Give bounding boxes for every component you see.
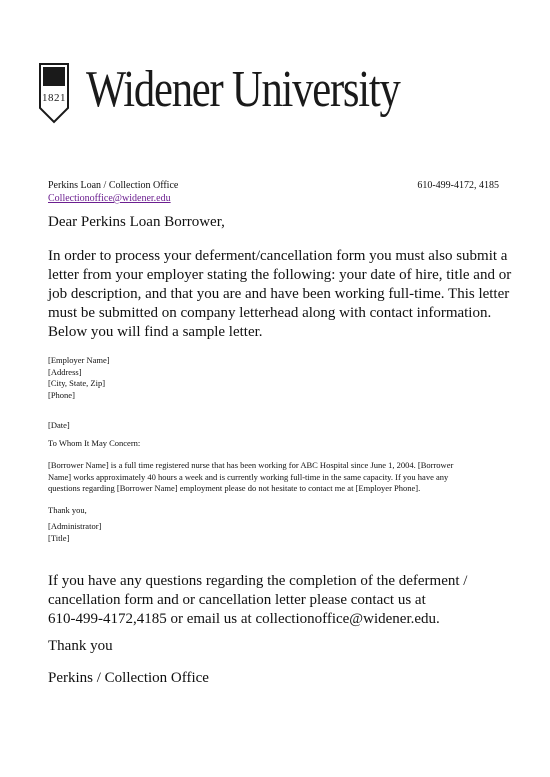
intro-line: Below you will find a sample letter. [48,324,263,340]
employer-line: [Employer Name] [48,355,110,365]
office-header [48,180,499,191]
sample-employer-block [48,355,498,401]
sample-signature [48,521,498,544]
employer-line: [City, State, Zip] [48,378,106,388]
signature-line: [Title] [48,532,70,543]
sample-date: [Date] [48,420,70,430]
closing-line: 610-499-4172,4185 or email us at collectionoffice@widener.edu. [48,611,440,627]
intro-line: letter from your employer stating the following: your date of hire, title and or [48,267,512,283]
signature-line: [Administrator] [48,521,102,531]
sample-greeting: To Whom It May Concern: [48,438,141,448]
intro-line: job description, and that you are and have been working full-time. This letter [48,286,510,302]
office-phone: 610-499-4172, 4185 [417,180,499,191]
employer-line: [Address] [48,366,82,377]
intro-paragraph [48,247,512,342]
closing-paragraph [48,572,508,629]
sample-body-line: questions regarding [Borrower Name] employment please do not hesitate to contact me at [Employer Phone]. [48,483,421,493]
seal-year: 1821 [42,92,66,104]
employer-line: [Phone] [48,389,75,400]
office-signoff: Perkins / Collection Office [48,670,209,686]
salutation: Dear Perkins Loan Borrower, [48,214,225,230]
sample-body-line: Name] works approximately 40 hours a week and is currently working full-time in the same capacity. If you have any [48,471,449,482]
sample-body [48,460,498,495]
university-wordmark: Widener University [86,61,400,118]
sample-thanks: Thank you, [48,505,87,515]
office-name: Perkins Loan / Collection Office [48,180,179,191]
thank-you: Thank you [48,638,113,654]
intro-line: must be submitted on company letterhead along with contact information. [48,305,492,321]
sample-body-line: [Borrower Name] is a full time registered nurse that has been working for ABC Hospital since June 1, 2004. [Borrower [48,460,454,470]
intro-line: In order to process your deferment/cancellation form you must also submit a [48,248,508,264]
closing-line: cancellation form and or cancellation letter please contact us at [48,592,426,608]
closing-line: If you have any questions regarding the completion of the deferment / [48,573,468,589]
university-logo [38,62,418,132]
office-email-link[interactable]: Collectionoffice@widener.edu [48,193,171,204]
